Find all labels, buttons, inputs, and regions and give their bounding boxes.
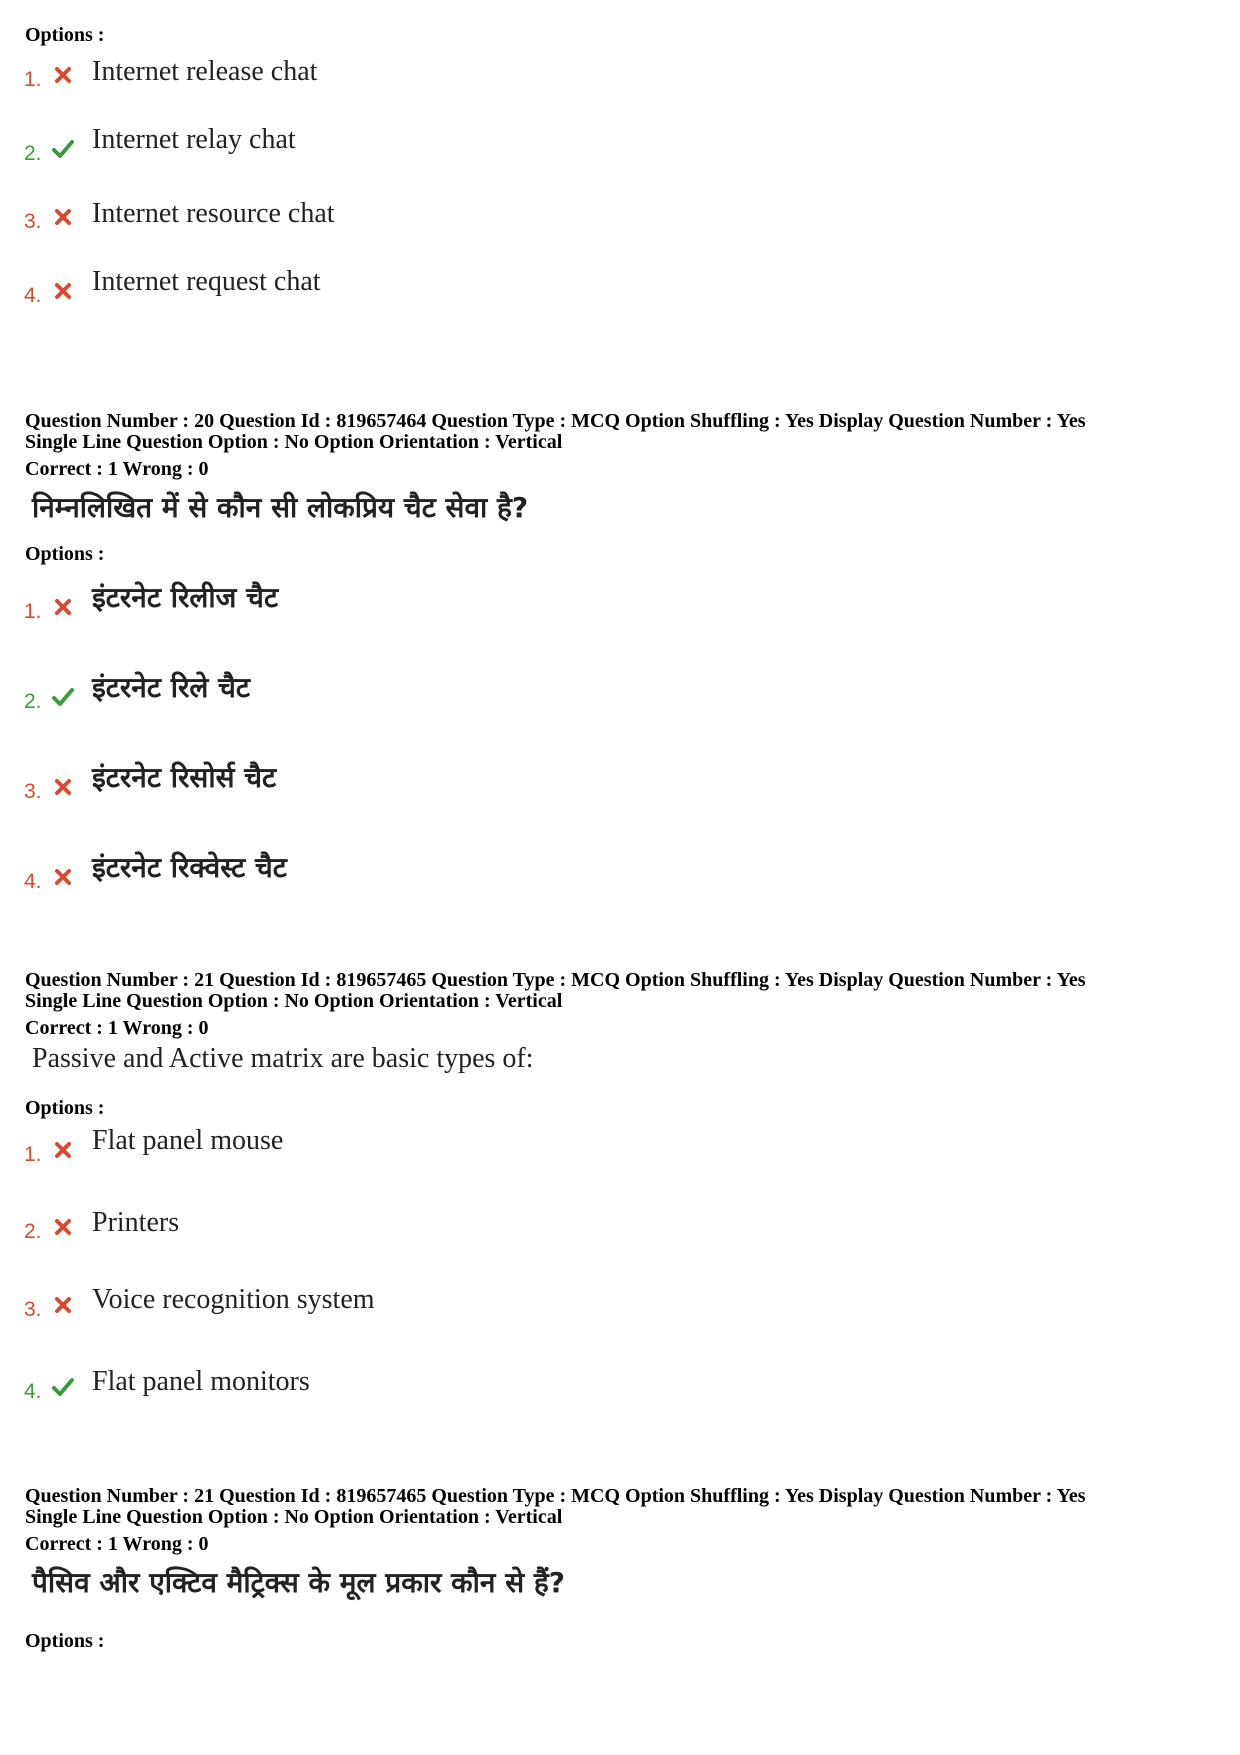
wrong-cross-icon bbox=[52, 206, 74, 228]
question-meta-line: Single Line Question Option : No Option Orientation : Vertical bbox=[25, 1506, 563, 1528]
wrong-cross-icon bbox=[52, 596, 74, 618]
question-text: Passive and Active matrix are basic types of: bbox=[32, 1043, 534, 1074]
option-text: Printers bbox=[92, 1207, 180, 1238]
options-label: Options : bbox=[25, 24, 105, 46]
option-text: Internet resource chat bbox=[92, 198, 335, 229]
option-number: 3. bbox=[24, 1298, 42, 1321]
option-text: Internet request chat bbox=[92, 266, 321, 297]
option-number: 1. bbox=[24, 68, 42, 91]
wrong-cross-icon bbox=[52, 866, 74, 888]
option-text: इंटरनेट रिसोर्स चैट bbox=[92, 761, 277, 794]
question-text: पैसिव और एक्टिव मैट्रिक्स के मूल प्रकार कौन से हैं? bbox=[32, 1566, 565, 1599]
option-text: Flat panel monitors bbox=[92, 1366, 310, 1397]
correct-wrong-line: Correct : 1 Wrong : 0 bbox=[25, 1017, 209, 1039]
question-meta-line: Question Number : 21 Question Id : 819657465 Question Type : MCQ Option Shuffling : Yes Display Question Number : Yes bbox=[25, 1485, 1086, 1507]
option-number: 3. bbox=[24, 780, 42, 803]
wrong-cross-icon bbox=[52, 280, 74, 302]
correct-check-icon bbox=[52, 138, 74, 160]
option-text: इंटरनेट रिक्वेस्ट चैट bbox=[92, 851, 287, 884]
option-text: Voice recognition system bbox=[92, 1284, 375, 1315]
options-label: Options : bbox=[25, 1630, 105, 1652]
option-text: इंटरनेट रिलीज चैट bbox=[92, 581, 279, 614]
option-text: Flat panel mouse bbox=[92, 1125, 284, 1156]
correct-wrong-line: Correct : 1 Wrong : 0 bbox=[25, 458, 209, 480]
options-label: Options : bbox=[25, 543, 105, 565]
correct-check-icon bbox=[52, 686, 74, 708]
question-meta-line: Single Line Question Option : No Option Orientation : Vertical bbox=[25, 431, 563, 453]
option-number: 2. bbox=[24, 690, 42, 713]
wrong-cross-icon bbox=[52, 64, 74, 86]
option-number: 1. bbox=[24, 600, 42, 623]
option-text: इंटरनेट रिले चैट bbox=[92, 671, 251, 704]
question-text: निम्नलिखित में से कौन सी लोकप्रिय चैट सेवा है? bbox=[32, 491, 529, 524]
correct-wrong-line: Correct : 1 Wrong : 0 bbox=[25, 1533, 209, 1555]
option-text: Internet release chat bbox=[92, 56, 318, 87]
option-number: 4. bbox=[24, 284, 42, 307]
option-number: 4. bbox=[24, 1380, 42, 1403]
option-number: 1. bbox=[24, 1143, 42, 1166]
option-number: 4. bbox=[24, 870, 42, 893]
option-number: 3. bbox=[24, 210, 42, 233]
wrong-cross-icon bbox=[52, 1294, 74, 1316]
option-number: 2. bbox=[24, 1220, 42, 1243]
option-text: Internet relay chat bbox=[92, 124, 296, 155]
correct-check-icon bbox=[52, 1376, 74, 1398]
wrong-cross-icon bbox=[52, 1139, 74, 1161]
question-meta-line: Question Number : 20 Question Id : 819657464 Question Type : MCQ Option Shuffling : Yes Display Question Number : Yes bbox=[25, 410, 1086, 432]
wrong-cross-icon bbox=[52, 776, 74, 798]
wrong-cross-icon bbox=[52, 1216, 74, 1238]
question-meta-line: Question Number : 21 Question Id : 819657465 Question Type : MCQ Option Shuffling : Yes Display Question Number : Yes bbox=[25, 969, 1086, 991]
question-meta-line: Single Line Question Option : No Option Orientation : Vertical bbox=[25, 990, 563, 1012]
option-number: 2. bbox=[24, 142, 42, 165]
options-label: Options : bbox=[25, 1097, 105, 1119]
